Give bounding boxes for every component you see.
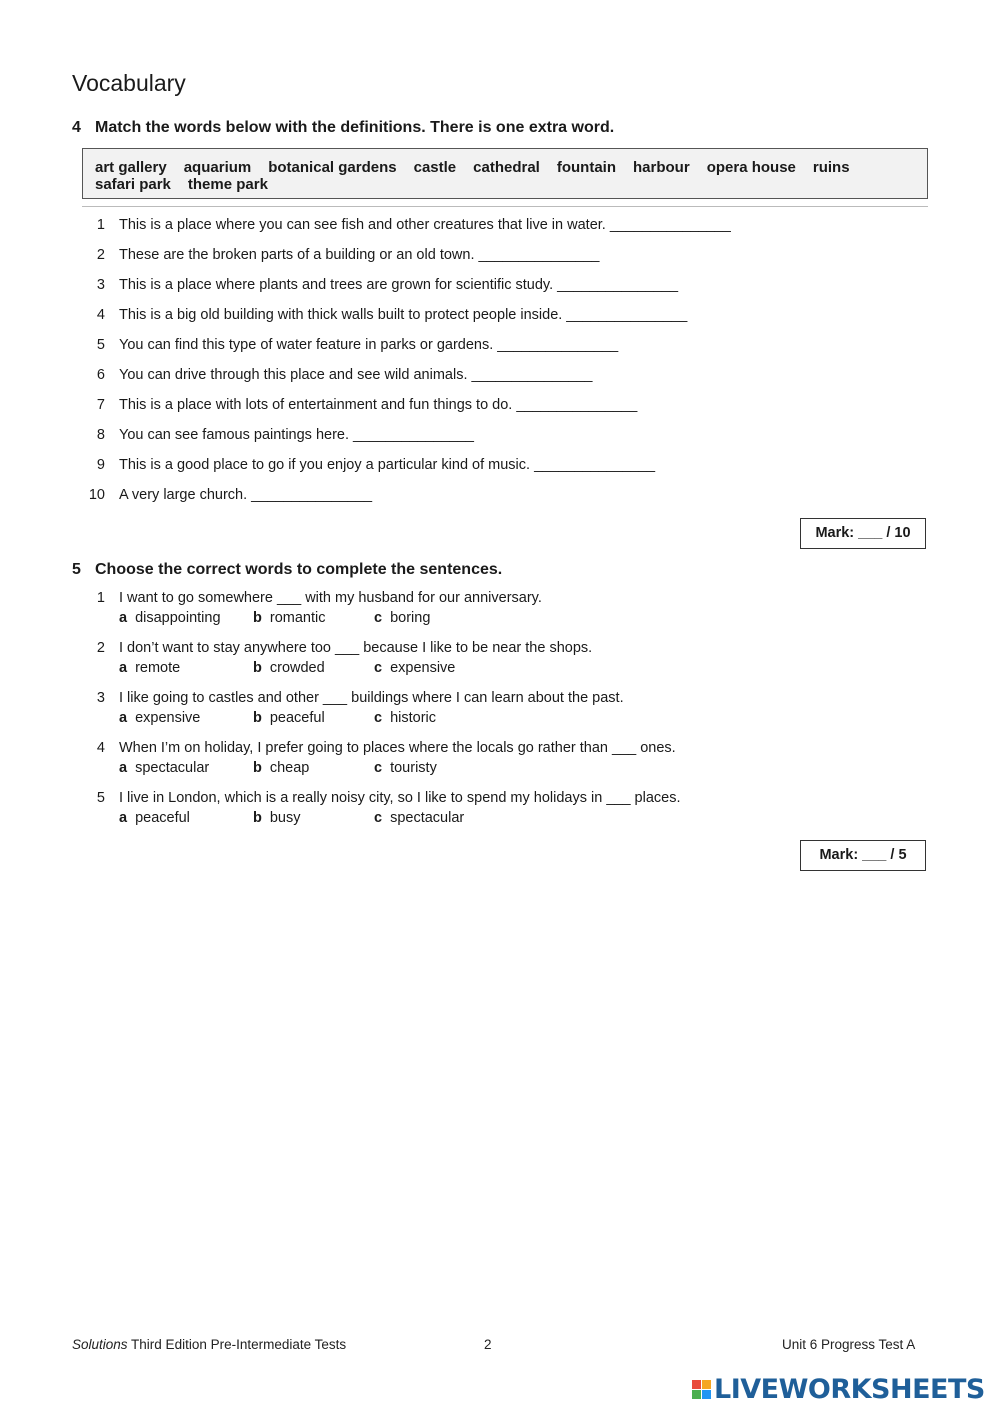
option-word: peaceful: [269, 710, 325, 726]
exercise-number: 5: [72, 561, 81, 578]
choice-option-c[interactable]: [374, 758, 508, 778]
item-number: 3: [96, 690, 105, 706]
item-number: 6: [96, 367, 105, 383]
item-text: A very large church.: [119, 487, 248, 503]
divider: [82, 206, 928, 207]
word-box-word: ruins: [812, 159, 850, 176]
multiple-choice-item: [84, 788, 681, 828]
logo-square: [692, 1390, 701, 1399]
option-letter: b: [253, 760, 262, 776]
option-word: spectacular: [135, 760, 210, 776]
choice-option-a[interactable]: [119, 708, 253, 728]
multiple-choice-item: [84, 638, 592, 678]
definition-item: [84, 306, 687, 324]
exercise-5-heading: [72, 561, 502, 579]
exercise-4-heading: [72, 119, 614, 137]
choice-option-b[interactable]: [253, 758, 374, 778]
answer-blank[interactable]: _______________: [534, 457, 656, 473]
exercise-number: 4: [72, 119, 81, 136]
word-box-word: harbour: [633, 159, 690, 176]
option-letter: a: [119, 660, 128, 676]
definition-item: [84, 366, 592, 384]
footer-page-number: 2: [484, 1337, 492, 1352]
item-text: These are the broken parts of a building or an old town.: [119, 247, 475, 263]
word-box-word: aquarium: [183, 159, 252, 176]
option-word: expensive: [135, 710, 201, 726]
logo-square: [702, 1380, 711, 1389]
option-letter: c: [374, 810, 383, 826]
logo-square: [692, 1380, 701, 1389]
item-number: 2: [96, 640, 105, 656]
answer-blank[interactable]: _______________: [566, 307, 688, 323]
item-text: This is a place where plants and trees are grown for scientific study.: [119, 277, 554, 293]
choice-option-b[interactable]: [253, 808, 374, 828]
item-text: You can find this type of water feature in parks or gardens.: [119, 337, 494, 353]
item-sentence: When I’m on holiday, I prefer going to places where the locals go rather than ___ ones.: [119, 740, 676, 756]
option-letter: c: [374, 660, 383, 676]
option-word: expensive: [390, 660, 456, 676]
item-number: 4: [96, 740, 105, 756]
word-box-word: theme park: [187, 176, 268, 193]
multiple-choice-item: [84, 738, 676, 778]
item-number: 3: [96, 277, 105, 293]
item-sentence: I like going to castles and other ___ buildings where I can learn about the past.: [119, 690, 624, 706]
footer-title-italic: Solutions: [72, 1337, 128, 1352]
footer-title-rest: Third Edition Pre-Intermediate Tests: [127, 1337, 347, 1352]
option-word: disappointing: [135, 610, 221, 626]
option-word: touristy: [390, 760, 437, 776]
choice-option-a[interactable]: [119, 658, 253, 678]
option-letter: a: [119, 810, 128, 826]
word-box-word: fountain: [556, 159, 617, 176]
option-letter: c: [374, 760, 383, 776]
option-letter: b: [253, 710, 262, 726]
option-letter: c: [374, 710, 383, 726]
choice-option-b[interactable]: [253, 658, 374, 678]
item-sentence: I don’t want to stay anywhere too ___ because I like to be near the shops.: [119, 640, 593, 656]
definition-item: [84, 396, 637, 414]
option-letter: b: [253, 810, 262, 826]
item-text: You can drive through this place and see wild animals.: [119, 367, 468, 383]
option-word: peaceful: [135, 810, 190, 826]
answer-blank[interactable]: _______________: [353, 427, 474, 443]
choice-option-c[interactable]: [374, 658, 508, 678]
definition-item: [84, 486, 372, 504]
mark-box-exercise-4: Mark: ___ / 10: [800, 518, 926, 549]
option-word: historic: [390, 710, 437, 726]
word-box-word: safari park: [95, 176, 171, 193]
option-word: cheap: [269, 760, 310, 776]
word-box: [82, 148, 928, 199]
exercise-instruction: Choose the correct words to complete the sentences.: [95, 561, 503, 578]
answer-blank[interactable]: _______________: [478, 247, 600, 263]
definition-item: [84, 456, 655, 474]
item-number: 10: [88, 487, 105, 503]
choice-option-c[interactable]: [374, 808, 508, 828]
option-letter: c: [374, 610, 383, 626]
choice-option-a[interactable]: [119, 758, 253, 778]
logo-mark-icon: [692, 1380, 711, 1399]
choice-option-a[interactable]: [119, 608, 253, 628]
word-box-word: botanical gardens: [268, 159, 397, 176]
answer-blank[interactable]: _______________: [497, 337, 619, 353]
choice-option-b[interactable]: [253, 608, 374, 628]
word-box-word: castle: [413, 159, 457, 176]
item-number: 7: [96, 397, 105, 413]
footer-unit: Unit 6 Progress Test A: [782, 1337, 916, 1352]
item-text: This is a place where you can see fish and other creatures that live in water.: [119, 217, 606, 233]
item-sentence: I live in London, which is a really noisy city, so I like to spend my holidays in ___ places.: [119, 790, 681, 806]
option-letter: b: [253, 660, 262, 676]
word-box-word: art gallery: [95, 159, 167, 176]
item-number: 1: [96, 590, 105, 606]
word-box-word: opera house: [706, 159, 796, 176]
choice-option-a[interactable]: [119, 808, 253, 828]
multiple-choice-item: [84, 688, 624, 728]
option-word: romantic: [269, 610, 326, 626]
exercise-instruction: Match the words below with the definitions. There is one extra word.: [95, 119, 615, 136]
answer-blank[interactable]: _______________: [557, 277, 679, 293]
answer-blank[interactable]: _______________: [471, 367, 593, 383]
item-text: You can see famous paintings here.: [119, 427, 350, 443]
choice-option-c[interactable]: [374, 608, 508, 628]
multiple-choice-item: [84, 588, 542, 628]
footer-book-title: [72, 1337, 346, 1352]
definition-item: [84, 276, 678, 294]
answer-blank[interactable]: _______________: [516, 397, 638, 413]
liveworksheets-logo: [692, 1373, 985, 1405]
item-sentence: I want to go somewhere ___ with my husband for our anniversary.: [119, 590, 542, 606]
item-number: 2: [96, 247, 105, 263]
mark-box-exercise-5: Mark: ___ / 5: [800, 840, 926, 871]
choice-option-b[interactable]: [253, 708, 374, 728]
item-number: 8: [96, 427, 105, 443]
logo-square: [702, 1390, 711, 1399]
item-text: This is a good place to go if you enjoy a particular kind of music.: [119, 457, 531, 473]
item-number: 1: [96, 217, 105, 233]
answer-blank[interactable]: _______________: [251, 487, 373, 503]
option-letter: a: [119, 760, 128, 776]
definition-item: [84, 246, 599, 264]
section-title: Vocabulary: [72, 70, 186, 96]
option-word: spectacular: [390, 810, 465, 826]
item-number: 9: [96, 457, 105, 473]
option-word: boring: [390, 610, 431, 626]
option-word: crowded: [269, 660, 325, 676]
item-number: 4: [96, 307, 105, 323]
option-letter: a: [119, 710, 128, 726]
option-letter: b: [253, 610, 262, 626]
item-text: This is a place with lots of entertainment and fun things to do.: [119, 397, 513, 413]
word-box-word: cathedral: [473, 159, 540, 176]
option-word: busy: [269, 810, 301, 826]
answer-blank[interactable]: _______________: [609, 217, 731, 233]
item-number: 5: [96, 790, 105, 806]
definition-item: [84, 336, 618, 354]
option-letter: a: [119, 610, 128, 626]
definition-item: [84, 216, 731, 234]
choice-option-c[interactable]: [374, 708, 508, 728]
option-word: remote: [135, 660, 181, 676]
item-text: This is a big old building with thick walls built to protect people inside.: [119, 307, 563, 323]
item-number: 5: [96, 337, 105, 353]
logo-text: LIVEWORKSHEETS: [714, 1373, 985, 1405]
definition-item: [84, 426, 474, 444]
